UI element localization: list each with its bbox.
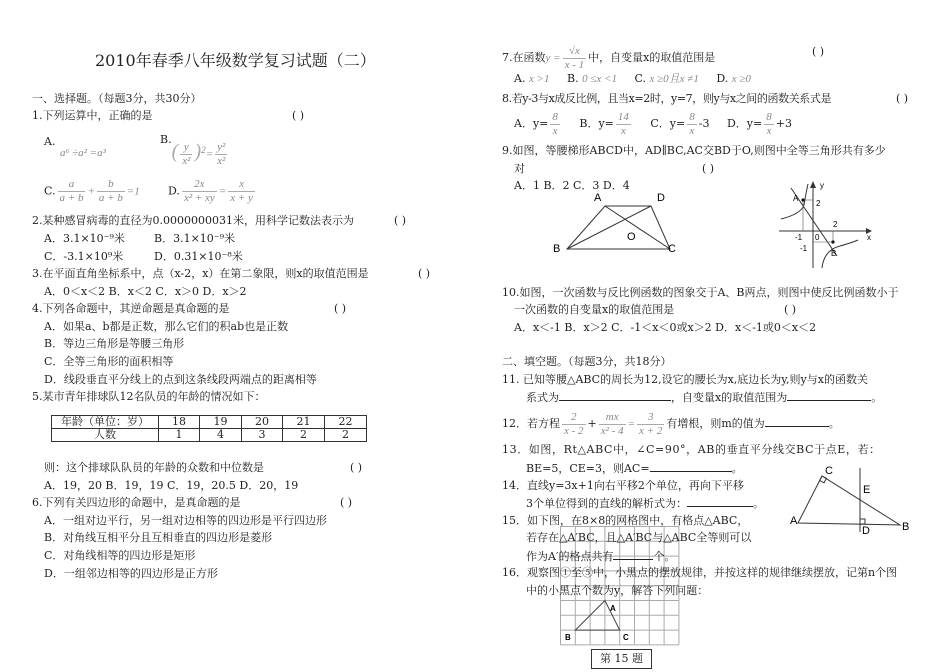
table-header-cell: 年龄（单位：岁） xyxy=(52,416,159,429)
frac-den: a + b xyxy=(98,192,123,204)
q6-option-c: C．对角线相等的四边形是矩形 xyxy=(44,549,196,562)
frac-num: 8 xyxy=(689,110,695,123)
q2-answer-paren: ( ) xyxy=(394,214,407,227)
q13-end: 。 xyxy=(731,462,743,475)
frac-den: x + y xyxy=(230,192,253,204)
frac-den: x² xyxy=(182,155,191,168)
q1-option-b: B.( $\frac{y}{\text{x²}}$ )$^2$= $\frac{\text{y²}}{\text{x²}}$ xyxy=(160,133,226,168)
q13-triangle-figure xyxy=(790,462,920,534)
tick-origin: 0 xyxy=(815,233,820,242)
option-d-post: +3 xyxy=(775,117,792,130)
q14-pre: 3个单位得到的直线的解析式为： xyxy=(526,497,687,510)
option-label: D. xyxy=(168,184,180,198)
q12-end: 。 xyxy=(828,417,840,430)
q5-age-table xyxy=(51,415,367,442)
q13-blank-line xyxy=(526,461,743,476)
triangle-abc xyxy=(798,476,900,525)
q2-stem: 2.某种感冒病毒的直径为0.0000000031米，用科学记数法表示为 xyxy=(32,214,354,227)
right-angle-mark-d xyxy=(860,519,865,524)
table-row xyxy=(52,429,367,442)
label-e: E xyxy=(863,484,871,496)
table-cell: 2 xyxy=(283,429,325,442)
tick-x-minus1: -1 xyxy=(795,233,803,242)
label-b: B xyxy=(553,243,561,255)
q9-stem: 9.如图，等腰梯形ABCD中，AD∥BC,AC交BD于O,则图中全等三角形共有多少 xyxy=(502,144,886,157)
q10-options: A．x＜-1 B．x＞2 C．-1＜x＜0或x＞2 D．x＜-1或0＜x＜2 xyxy=(514,321,817,334)
q9-trapezoid-figure xyxy=(550,188,680,258)
q4-option-a: A．如果a、b都是正数，那么它们的积ab也是正数 xyxy=(44,320,289,333)
frac-num: 8 xyxy=(552,110,558,123)
frac-num: 14 xyxy=(617,110,629,123)
q13-stem: 13．如图，Rt△ABC中，∠C=90°，AB的垂直平分线交BC于点E，若： xyxy=(502,443,881,456)
q1-option-a-expr: a⁶ ÷a² =a³ xyxy=(60,147,106,159)
q11-mid: ，自变量x的取值范围为 xyxy=(671,391,788,404)
q7-stem-pre: 7.在函数 xyxy=(502,51,546,64)
q2-option-a: A．3.1×10⁻⁹米 xyxy=(44,232,125,245)
q14-stem: 14．直线y=3x+1向右平移2个单位，再向下平移 xyxy=(502,479,744,492)
q10-answer-paren: ( ) xyxy=(784,303,797,316)
table-cell: 18 xyxy=(159,416,200,429)
table-cell: 20 xyxy=(242,416,283,429)
q1-option-a xyxy=(44,135,55,149)
q16-stem: 16．观察图①至⑤中，小黑点的摆放规律，并按这样的规律继续摆放，记第n个图 xyxy=(502,566,898,579)
frac-num: 8 xyxy=(766,110,772,123)
label-c: C xyxy=(825,465,833,477)
q5-question: 则：这个排球队队员的年龄的众数和中位数是 xyxy=(44,461,264,474)
frac-num: y² xyxy=(217,141,226,154)
plus: + xyxy=(587,417,597,430)
q1-stem: 1.下列运算中，正确的是 xyxy=(32,109,153,122)
label-b: B xyxy=(565,633,571,642)
answer-blank[interactable] xyxy=(650,461,732,472)
tick-x-2: 2 xyxy=(833,220,838,229)
q5-answer-paren: ( ) xyxy=(350,461,363,474)
label-o: O xyxy=(627,231,636,243)
q7-options xyxy=(514,72,751,86)
table-cell: 1 xyxy=(159,429,200,442)
option-label: A. xyxy=(44,135,56,148)
q15-stem: 15．如下图，在8×8的网格图中，有格点△ABC， xyxy=(502,514,749,527)
q6-option-a: A．一组对边平行，另一组对边相等的四边形是平行四边形 xyxy=(44,514,327,527)
label-a: A xyxy=(594,192,602,204)
equals: = xyxy=(205,148,214,161)
frac-den: x xyxy=(766,124,772,137)
frac-den: x - 2 xyxy=(564,424,584,437)
q12-stem xyxy=(502,410,840,438)
option-c-post: -3 xyxy=(698,117,710,130)
y-axis-arrow xyxy=(810,181,816,188)
option-label: C. xyxy=(634,72,646,85)
q4-stem: 4.下列各命题中，其逆命题是真命题的是 xyxy=(32,302,230,315)
option-d: D．y= xyxy=(726,117,763,130)
frac-num: a xyxy=(58,178,86,192)
option-label: B. xyxy=(567,72,579,85)
q4-option-c: C．全等三角形的面积相等 xyxy=(44,355,174,368)
q14-end: 。 xyxy=(753,497,764,510)
q16-stem-line2: 中的小黑点个数为y，解答下列问题： xyxy=(526,584,709,597)
answer-blank[interactable] xyxy=(687,496,753,507)
q3-stem: 3.在平面直角坐标系中，点（x-2，x）在第二象限，则x的取值范围是 xyxy=(32,267,369,280)
q6-stem: 6.下列有关四边形的命题中，是真命题的是 xyxy=(32,496,241,509)
q6-answer-paren: ( ) xyxy=(340,496,353,509)
option-label: A. xyxy=(514,72,526,85)
q11-end: 。 xyxy=(871,391,883,404)
trapezoid xyxy=(567,206,670,249)
table-cell: 2 xyxy=(325,429,367,442)
section-2-heading: 二、填空题。（每题3分，共18分） xyxy=(502,355,672,368)
option-label: C. xyxy=(44,184,56,198)
option-d-expr: x ≥0 xyxy=(731,73,751,85)
option-c-expr: x ≥0且x ≠1 xyxy=(649,73,699,85)
section-1-heading: 一、选择题。（每题3分，共30分） xyxy=(32,92,202,105)
y-axis-label: y xyxy=(820,181,824,190)
q15-pre: 作为A′的格点共有 xyxy=(526,550,614,563)
answer-blank[interactable] xyxy=(765,416,829,427)
equals: =1 xyxy=(126,185,140,198)
y-equals: y = xyxy=(545,52,561,64)
frac-den: a + b xyxy=(59,192,84,204)
q11-stem: 11. 已知等腰△ABC的周长为12,设它的腰长为x,底边长为y,则y与x的函数关 xyxy=(502,373,868,386)
frac-den: x - 1 xyxy=(564,58,585,71)
q13-pre: BE=5，CE=3，则AC= xyxy=(526,462,650,475)
label-d: D xyxy=(862,525,870,534)
q11-blanks xyxy=(526,390,882,405)
frac-num: 2 xyxy=(562,411,586,425)
q4-option-b: B．等边三角形是等腰三角形 xyxy=(44,337,185,350)
plus: + xyxy=(87,185,95,198)
q7-stem-post: 中，自变量x的取值范围是 xyxy=(588,51,716,64)
label-d: D xyxy=(657,192,665,204)
q12-post: 有增根，则m的值为 xyxy=(666,417,765,430)
table-cell: 19 xyxy=(200,416,242,429)
q5-stem: 5.某市青年排球队12名队员的年龄的情况如下： xyxy=(32,390,266,403)
answer-blank[interactable] xyxy=(559,390,671,401)
frac-num: mx xyxy=(599,411,626,425)
table-cell: 3 xyxy=(242,429,283,442)
x-axis-label: x xyxy=(867,233,871,242)
label-b: B xyxy=(902,521,910,533)
label-a: A xyxy=(793,194,799,203)
table-cell: 21 xyxy=(283,416,325,429)
frac-den: x xyxy=(689,124,695,137)
q11-pre: 系式为 xyxy=(526,391,559,404)
frac-num: b xyxy=(97,178,125,192)
frac-den: x + 2 xyxy=(639,424,663,437)
option-a: A．y= xyxy=(514,117,549,130)
frac-den: x² xyxy=(217,155,226,168)
q7-stem xyxy=(502,40,715,76)
page-title: 2010年春季八年级数学复习试题（二） xyxy=(95,51,376,70)
table-cell: 4 xyxy=(200,429,242,442)
tick-y-minus1: -1 xyxy=(800,244,808,253)
q4-option-d: D．线段垂直平分线上的点到这条线段两端点的距离相等 xyxy=(44,373,317,386)
q3-answer-paren: ( ) xyxy=(418,267,431,280)
option-label: B. xyxy=(160,133,172,146)
equals: = xyxy=(218,185,227,198)
q5-options: A．19，20 B．19，19 C．19，20.5 D．20，19 xyxy=(44,479,299,492)
q8-stem: 8.若y-3与x成反比例，且当x=2时，y=7，则y与x之间的函数关系式是 xyxy=(502,92,832,105)
q2-option-c: C．-3.1×10⁹米 xyxy=(44,250,124,263)
q9-answer-paren: ( ) xyxy=(702,162,715,175)
frac-den: x² + xy xyxy=(183,192,215,204)
q6-option-d: D．一组邻边相等的四边形是正方形 xyxy=(44,567,218,580)
frac-num: √x xyxy=(563,45,587,59)
q10-stem-cont: 一次函数的自变量x的取值范围是 xyxy=(514,303,675,316)
table-header-cell: 人数 xyxy=(52,429,159,442)
option-b: B．y= xyxy=(579,117,614,130)
label-a: A xyxy=(610,604,616,613)
label-a: A xyxy=(790,515,798,527)
frac-num: 2x xyxy=(182,178,217,192)
q10-function-graph xyxy=(776,178,872,270)
equals: = xyxy=(627,418,636,430)
frac-num: 3 xyxy=(637,411,664,425)
table-row xyxy=(52,416,367,429)
q15-blank-line xyxy=(526,549,675,564)
option-a-expr: x >1 xyxy=(528,73,550,85)
hyperbola-branch-right xyxy=(822,240,858,268)
q15-end: 个。 xyxy=(653,550,676,563)
q2-option-d: D．0.31×10⁻⁸米 xyxy=(154,250,243,263)
q1-answer-paren: ( ) xyxy=(292,109,305,122)
exponent: 2 xyxy=(201,145,206,155)
option-b-expr: 0 ≤x <1 xyxy=(582,73,617,85)
point-a xyxy=(801,198,804,201)
q6-option-b: B．对角线互相平分且互相垂直的四边形是菱形 xyxy=(44,531,273,544)
label-b: B xyxy=(831,249,837,258)
q12-pre: 12．若方程 xyxy=(502,417,560,430)
q8-options xyxy=(514,110,792,138)
answer-blank[interactable] xyxy=(787,390,871,401)
option-label: D. xyxy=(716,72,729,85)
q9-options: A．1 B．2 C．3 D．4 xyxy=(514,179,630,192)
right-angle-mark-c xyxy=(820,476,827,483)
q15-stem-line2: 若存在△A′BC，且△A′BC与△ABC全等则可以 xyxy=(526,531,752,544)
frac-num: y xyxy=(180,141,192,155)
q1-option-c xyxy=(44,178,140,205)
q1-option-d xyxy=(168,178,257,205)
frac-den: x² - 4 xyxy=(600,424,624,437)
q10-stem: 10.如图，一次函数与反比例函数的图象交于A、B两点，则图中使反比例函数小于 xyxy=(502,286,899,299)
q7-answer-paren: ( ) xyxy=(812,45,825,58)
q9-stem-cont: 对 xyxy=(514,162,525,175)
option-c: C．y= xyxy=(650,117,686,130)
tick-y-2: 2 xyxy=(816,199,821,208)
q14-blank-line xyxy=(526,496,764,511)
table-cell: 22 xyxy=(325,416,367,429)
frac-num: x xyxy=(228,178,255,192)
frac-den: x xyxy=(552,124,558,137)
point-b xyxy=(831,240,834,243)
answer-blank[interactable] xyxy=(613,549,653,560)
label-c: C xyxy=(623,633,629,642)
q4-answer-paren: ( ) xyxy=(334,302,347,315)
q15-figure-caption: 第 15 题 xyxy=(591,649,652,669)
label-c: C xyxy=(668,243,676,255)
q8-answer-paren: ( ) xyxy=(896,92,909,105)
frac-den: x xyxy=(620,124,626,137)
q2-option-b: B．3.1×10⁻⁹米 xyxy=(154,232,236,245)
q3-options: A．0＜x＜2 B．x＜2 C．x＞0 D．x＞2 xyxy=(44,285,247,298)
